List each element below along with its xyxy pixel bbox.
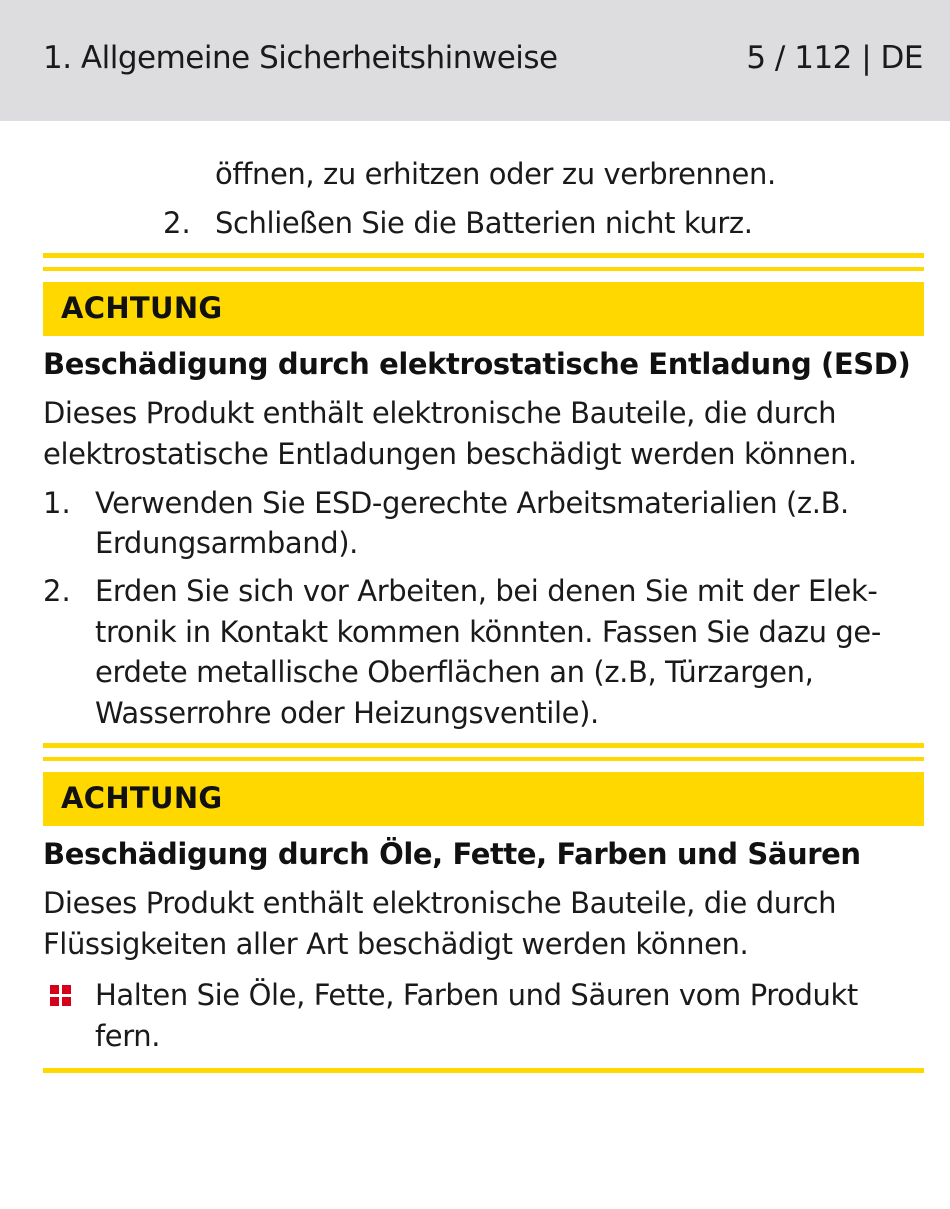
notice-label: ACHTUNG <box>61 781 223 815</box>
notice-rule-top <box>43 743 924 748</box>
notice-body-line: Dieses Produkt enthält elektronische Bauteile, die durch <box>43 396 837 430</box>
notice-label: ACHTUNG <box>61 291 223 325</box>
notice-body-line: Flüssigkeiten aller Art beschädigt werden können. <box>43 927 749 961</box>
notice-rule-top <box>43 253 924 258</box>
red-square-bullet-icon <box>50 985 72 1007</box>
notice-heading: Beschädigung durch Öle, Fette, Farben und Säuren <box>43 837 861 871</box>
step-number: 2. <box>43 574 71 608</box>
step-text-line: Erdungsarmband). <box>95 526 358 560</box>
step-text-line: erdete metallische Oberflächen an (z.B, Türzargen, <box>95 655 814 689</box>
step-text-line: tronik in Kontakt kommen könnten. Fassen Sie dazu ge- <box>95 615 881 649</box>
step-text-line: Wasserrohre oder Heizungsventile). <box>95 696 599 730</box>
step-text-line: Verwenden Sie ESD-gerechte Arbeitsmaterialien (z.B. <box>95 486 849 520</box>
notice-rule-bottom <box>43 1068 924 1073</box>
section-title: 1. Allgemeine Sicherheitshinweise <box>43 40 558 76</box>
bullet-text-line: fern. <box>95 1019 161 1053</box>
notice-rule-top-inner <box>43 757 924 761</box>
notice-heading: Beschädigung durch elektrostatische Entladung (ESD) <box>43 347 911 381</box>
list-item-text: Schließen Sie die Batterien nicht kurz. <box>215 206 753 240</box>
bullet-text-line: Halten Sie Öle, Fette, Farben und Säuren vom Produkt <box>95 978 858 1012</box>
page-number: 5 / 112 | DE <box>746 40 923 76</box>
page-header <box>0 0 950 121</box>
notice-body-line: elektrostatische Entladungen beschädigt werden können. <box>43 437 857 471</box>
step-number: 1. <box>43 486 71 520</box>
step-text-line: Erden Sie sich vor Arbeiten, bei denen Sie mit der Elek- <box>95 574 878 608</box>
notice-rule-top-inner <box>43 267 924 271</box>
list-number: 2. <box>163 206 191 240</box>
notice-body-line: Dieses Produkt enthält elektronische Bauteile, die durch <box>43 886 837 920</box>
notice-banner-oil <box>43 772 924 826</box>
notice-banner-esd <box>43 282 924 336</box>
continued-text-line: öffnen, zu erhitzen oder zu verbrennen. <box>215 157 776 191</box>
